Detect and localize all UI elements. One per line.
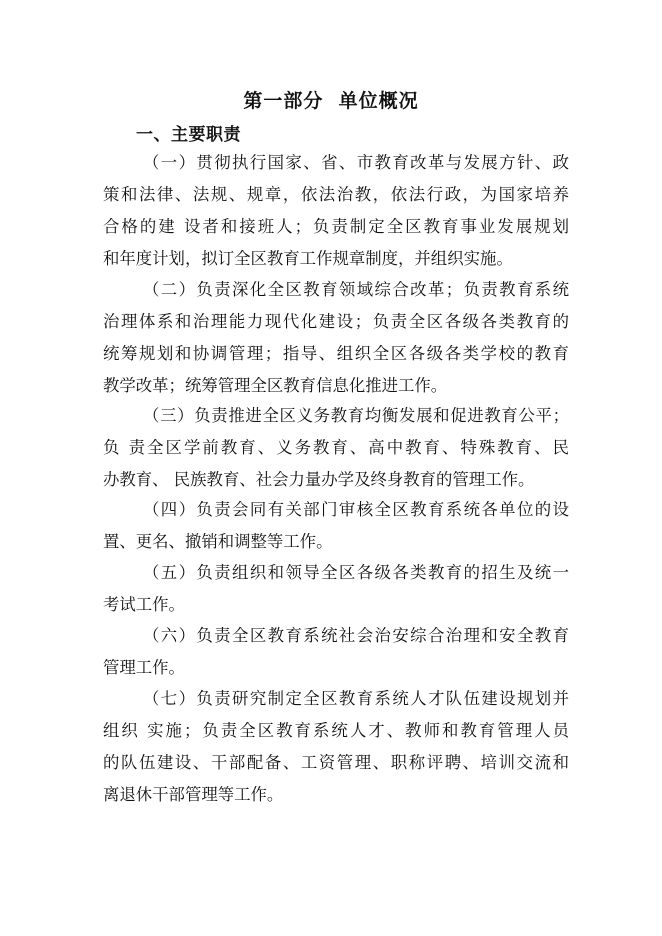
paragraph-line: 考试工作。 [103, 595, 185, 614]
paragraph-1 [103, 147, 569, 275]
paragraph-line: 管理工作。 [103, 658, 185, 677]
page-title: 第一部分 单位概况 [243, 90, 419, 112]
paragraph-line: 置、更名、撤销和调整等工作。 [103, 532, 333, 551]
paragraph-line: 的队伍建设、干部配备、工资管理、职称评聘、培训交流和 [103, 753, 569, 772]
paragraph-line: （四）负责会同有关部门审核全区教育系统各单位的设 [143, 500, 569, 519]
paragraph-line: 办教育、 民族教育、社会力量办学及终身教育的管理工作。 [103, 470, 535, 489]
paragraph-4 [103, 494, 569, 558]
paragraph-7 [103, 683, 569, 811]
paragraph-6 [103, 620, 569, 684]
paragraph-line: （六）负责全区教育系统社会治安综合治理和安全教育 [143, 626, 569, 645]
paragraph-line: 离退休干部管理等工作。 [103, 785, 284, 804]
paragraph-line: 和年度计划，拟订全区教育工作规章制度，并组织实施。 [103, 249, 513, 268]
paragraph-line: 策和法律、法规、规章，依法治教，依法行政，为国家培养 [103, 185, 569, 204]
paragraph-line: 负 责全区学前教育、义务教育、高中教育、特殊教育、民 [103, 438, 569, 457]
paragraph-line: 教学改革；统筹管理全区教育信息化推进工作。 [103, 376, 448, 395]
section-heading: 一、主要职责 [136, 125, 241, 145]
paragraph-5 [103, 557, 569, 621]
paragraph-line: （五）负责组织和领导全区各级各类教育的招生及统一 [143, 563, 569, 582]
paragraph-3 [103, 400, 569, 496]
paragraph-line: 合格的建 设者和接班人；负责制定全区教育事业发展规划 [103, 217, 569, 236]
paragraph-line: （一）贯彻执行国家、省、市教育改革与发展方针、政 [143, 153, 569, 172]
paragraph-line: 统筹规划和协调管理；指导、组织全区各级各类学校的教育 [103, 344, 569, 363]
paragraph-line: 治理体系和治理能力现代化建设；负责全区各级各类教育的 [103, 312, 569, 331]
paragraph-line: 组织 实施；负责全区教育系统人才、教师和教育管理人员 [103, 721, 569, 740]
paragraph-line: （三）负责推进全区义务教育均衡发展和促进教育公平； [143, 406, 569, 425]
paragraph-2 [103, 274, 569, 402]
paragraph-line: （七）负责研究制定全区教育系统人才队伍建设规划并 [143, 689, 569, 708]
paragraph-line: （二）负责深化全区教育领域综合改革；负责教育系统 [143, 280, 569, 299]
